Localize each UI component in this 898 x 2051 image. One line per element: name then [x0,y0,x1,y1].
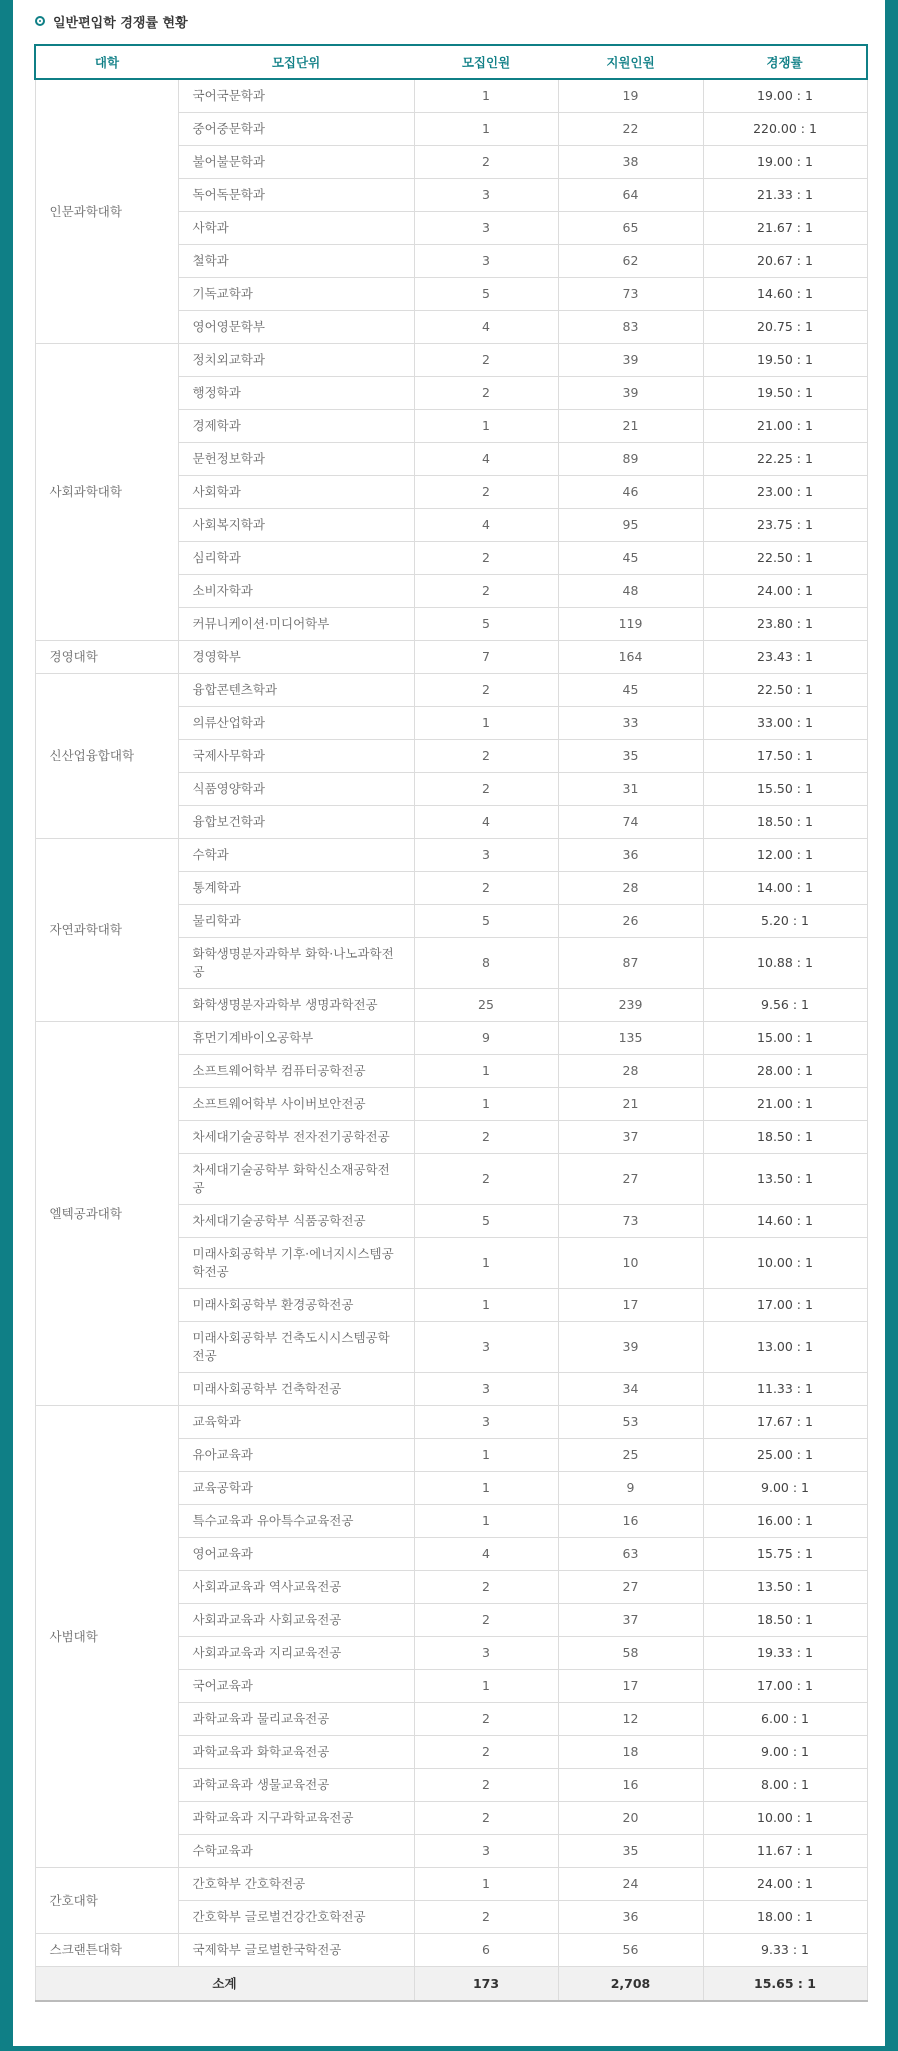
college-name: 자연과학대학 [35,839,178,1022]
applicants-value: 10 [558,1238,703,1289]
quota-value: 1 [414,1472,558,1505]
ratio-value: 18.00 : 1 [703,1901,867,1934]
unit-name: 화학생명분자과학부 화학·나노과학전공 [178,938,414,989]
unit-name: 사회과교육과 역사교육전공 [178,1571,414,1604]
ratio-value: 23.80 : 1 [703,608,867,641]
ratio-value: 21.00 : 1 [703,410,867,443]
unit-name: 사회과교육과 사회교육전공 [178,1604,414,1637]
table-row [35,79,867,113]
applicants-value: 36 [558,839,703,872]
quota-value: 4 [414,806,558,839]
unit-name: 사회과교육과 지리교육전공 [178,1637,414,1670]
ratio-value: 13.00 : 1 [703,1322,867,1373]
table-row [35,674,867,707]
quota-value: 2 [414,740,558,773]
ratio-value: 9.00 : 1 [703,1472,867,1505]
total-ratio: 15.65 : 1 [703,1967,867,2002]
table-body [35,79,867,1967]
quota-value: 2 [414,1703,558,1736]
applicants-value: 17 [558,1670,703,1703]
applicants-value: 9 [558,1472,703,1505]
unit-name: 차세대기술공학부 화학신소재공학전공 [178,1154,414,1205]
unit-name: 과학교육과 화학교육전공 [178,1736,414,1769]
applicants-value: 26 [558,905,703,938]
applicants-value: 62 [558,245,703,278]
competition-rate-table [34,44,868,2002]
applicants-value: 25 [558,1439,703,1472]
quota-value: 2 [414,1154,558,1205]
ratio-value: 14.00 : 1 [703,872,867,905]
quota-value: 3 [414,1406,558,1439]
unit-name: 미래사회공학부 건축학전공 [178,1373,414,1406]
ratio-value: 23.00 : 1 [703,476,867,509]
unit-name: 사회학과 [178,476,414,509]
applicants-value: 39 [558,344,703,377]
unit-name: 국어교육과 [178,1670,414,1703]
applicants-value: 24 [558,1868,703,1901]
applicants-value: 35 [558,740,703,773]
unit-name: 교육학과 [178,1406,414,1439]
ratio-value: 22.25 : 1 [703,443,867,476]
ratio-value: 33.00 : 1 [703,707,867,740]
ratio-value: 13.50 : 1 [703,1154,867,1205]
ratio-value: 17.00 : 1 [703,1670,867,1703]
ratio-value: 9.33 : 1 [703,1934,867,1967]
ratio-value: 10.00 : 1 [703,1238,867,1289]
college-name: 인문과학대학 [35,79,178,344]
ratio-value: 23.75 : 1 [703,509,867,542]
unit-name: 국제학부 글로벌한국학전공 [178,1934,414,1967]
unit-name: 과학교육과 생물교육전공 [178,1769,414,1802]
quota-value: 5 [414,278,558,311]
quota-value: 4 [414,311,558,344]
total-quota: 173 [414,1967,558,2002]
unit-name: 심리학과 [178,542,414,575]
ratio-value: 21.67 : 1 [703,212,867,245]
applicants-value: 89 [558,443,703,476]
ratio-value: 19.33 : 1 [703,1637,867,1670]
column-header-unit: 모집단위 [178,45,414,79]
quota-value: 2 [414,1736,558,1769]
unit-name: 차세대기술공학부 전자전기공학전공 [178,1121,414,1154]
quota-value: 1 [414,1238,558,1289]
quota-value: 9 [414,1022,558,1055]
section-title [35,10,188,32]
ratio-value: 16.00 : 1 [703,1505,867,1538]
applicants-value: 95 [558,509,703,542]
applicants-value: 64 [558,179,703,212]
column-header-applicants: 지원인원 [558,45,703,79]
unit-name: 교육공학과 [178,1472,414,1505]
ratio-value: 25.00 : 1 [703,1439,867,1472]
quota-value: 2 [414,1604,558,1637]
unit-name: 특수교육과 유아특수교육전공 [178,1505,414,1538]
ratio-value: 10.88 : 1 [703,938,867,989]
column-header-college: 대학 [35,45,178,79]
applicants-value: 39 [558,377,703,410]
unit-name: 경제학과 [178,410,414,443]
quota-value: 2 [414,344,558,377]
ratio-value: 20.75 : 1 [703,311,867,344]
applicants-value: 27 [558,1571,703,1604]
applicants-value: 37 [558,1121,703,1154]
ratio-value: 5.20 : 1 [703,905,867,938]
applicants-value: 74 [558,806,703,839]
applicants-value: 63 [558,1538,703,1571]
applicants-value: 18 [558,1736,703,1769]
quota-value: 7 [414,641,558,674]
college-name: 스크랜튼대학 [35,1934,178,1967]
applicants-value: 36 [558,1901,703,1934]
quota-value: 2 [414,773,558,806]
applicants-value: 20 [558,1802,703,1835]
applicants-value: 45 [558,674,703,707]
college-name: 사범대학 [35,1406,178,1868]
unit-name: 미래사회공학부 건축도시시스템공학전공 [178,1322,414,1373]
quota-value: 25 [414,989,558,1022]
applicants-value: 48 [558,575,703,608]
quota-value: 5 [414,608,558,641]
unit-name: 물리학과 [178,905,414,938]
table-row [35,344,867,377]
ratio-value: 9.00 : 1 [703,1736,867,1769]
applicants-value: 16 [558,1505,703,1538]
ratio-value: 14.60 : 1 [703,1205,867,1238]
ratio-value: 17.67 : 1 [703,1406,867,1439]
section-title-text: 일반편입학 경쟁률 현황 [53,15,188,31]
unit-name: 수학과 [178,839,414,872]
ratio-value: 23.43 : 1 [703,641,867,674]
ratio-value: 21.33 : 1 [703,179,867,212]
quota-value: 2 [414,377,558,410]
quota-value: 1 [414,1439,558,1472]
quota-value: 1 [414,1289,558,1322]
ratio-value: 19.50 : 1 [703,377,867,410]
applicants-value: 119 [558,608,703,641]
applicants-value: 83 [558,311,703,344]
college-name: 엘텍공과대학 [35,1022,178,1406]
applicants-value: 22 [558,113,703,146]
ratio-value: 18.50 : 1 [703,1121,867,1154]
applicants-value: 12 [558,1703,703,1736]
ratio-value: 13.50 : 1 [703,1571,867,1604]
quota-value: 2 [414,1802,558,1835]
table-row [35,1934,867,1967]
ratio-value: 21.00 : 1 [703,1088,867,1121]
applicants-value: 21 [558,410,703,443]
unit-name: 영어교육과 [178,1538,414,1571]
ratio-value: 18.50 : 1 [703,806,867,839]
unit-name: 독어독문학과 [178,179,414,212]
quota-value: 2 [414,146,558,179]
unit-name: 불어불문학과 [178,146,414,179]
applicants-value: 65 [558,212,703,245]
quota-value: 4 [414,509,558,542]
table-row [35,641,867,674]
unit-name: 수학교육과 [178,1835,414,1868]
quota-value: 5 [414,1205,558,1238]
ratio-value: 22.50 : 1 [703,542,867,575]
quota-value: 2 [414,1901,558,1934]
unit-name: 차세대기술공학부 식품공학전공 [178,1205,414,1238]
unit-name: 사학과 [178,212,414,245]
ratio-value: 17.00 : 1 [703,1289,867,1322]
ratio-value: 20.67 : 1 [703,245,867,278]
college-name: 사회과학대학 [35,344,178,641]
ratio-value: 19.50 : 1 [703,344,867,377]
unit-name: 유아교육과 [178,1439,414,1472]
applicants-value: 73 [558,1205,703,1238]
quota-value: 1 [414,1088,558,1121]
bullet-circle-icon [35,16,45,26]
applicants-value: 239 [558,989,703,1022]
applicants-value: 16 [558,1769,703,1802]
quota-value: 1 [414,1868,558,1901]
college-name: 경영대학 [35,641,178,674]
ratio-value: 11.33 : 1 [703,1373,867,1406]
unit-name: 경영학부 [178,641,414,674]
quota-value: 3 [414,179,558,212]
quota-value: 2 [414,1571,558,1604]
ratio-value: 6.00 : 1 [703,1703,867,1736]
quota-value: 2 [414,872,558,905]
unit-name: 기독교학과 [178,278,414,311]
ratio-value: 22.50 : 1 [703,674,867,707]
applicants-value: 28 [558,1055,703,1088]
unit-name: 소프트웨어학부 사이버보안전공 [178,1088,414,1121]
applicants-value: 46 [558,476,703,509]
applicants-value: 38 [558,146,703,179]
unit-name: 소프트웨어학부 컴퓨터공학전공 [178,1055,414,1088]
ratio-value: 15.50 : 1 [703,773,867,806]
table-row [35,839,867,872]
quota-value: 1 [414,1670,558,1703]
applicants-value: 164 [558,641,703,674]
quota-value: 5 [414,905,558,938]
quota-value: 4 [414,443,558,476]
total-row [35,1967,867,2002]
quota-value: 2 [414,674,558,707]
applicants-value: 17 [558,1289,703,1322]
ratio-value: 17.50 : 1 [703,740,867,773]
quota-value: 3 [414,1373,558,1406]
applicants-value: 19 [558,79,703,113]
ratio-value: 220.00 : 1 [703,113,867,146]
applicants-value: 35 [558,1835,703,1868]
quota-value: 1 [414,113,558,146]
quota-value: 3 [414,1637,558,1670]
ratio-value: 9.56 : 1 [703,989,867,1022]
unit-name: 미래사회공학부 환경공학전공 [178,1289,414,1322]
content-panel [13,0,885,2049]
applicants-value: 45 [558,542,703,575]
quota-value: 3 [414,245,558,278]
total-label: 소계 [35,1967,414,2002]
quota-value: 3 [414,1322,558,1373]
college-name: 간호대학 [35,1868,178,1934]
quota-value: 6 [414,1934,558,1967]
column-header-ratio: 경쟁률 [703,45,867,79]
college-name: 신산업융합대학 [35,674,178,839]
quota-value: 2 [414,476,558,509]
unit-name: 휴먼기계바이오공학부 [178,1022,414,1055]
ratio-value: 18.50 : 1 [703,1604,867,1637]
unit-name: 소비자학과 [178,575,414,608]
quota-value: 1 [414,79,558,113]
quota-value: 8 [414,938,558,989]
unit-name: 의류산업학과 [178,707,414,740]
ratio-value: 8.00 : 1 [703,1769,867,1802]
unit-name: 정치외교학과 [178,344,414,377]
ratio-value: 24.00 : 1 [703,575,867,608]
applicants-value: 31 [558,773,703,806]
unit-name: 융합콘텐츠학과 [178,674,414,707]
applicants-value: 87 [558,938,703,989]
quota-value: 1 [414,410,558,443]
ratio-value: 15.75 : 1 [703,1538,867,1571]
unit-name: 영어영문학부 [178,311,414,344]
column-header-quota: 모집인원 [414,45,558,79]
quota-value: 2 [414,1769,558,1802]
ratio-value: 14.60 : 1 [703,278,867,311]
unit-name: 과학교육과 지구과학교육전공 [178,1802,414,1835]
unit-name: 화학생명분자과학부 생명과학전공 [178,989,414,1022]
quota-value: 2 [414,1121,558,1154]
applicants-value: 56 [558,1934,703,1967]
quota-value: 2 [414,542,558,575]
ratio-value: 28.00 : 1 [703,1055,867,1088]
total-applicants: 2,708 [558,1967,703,2002]
ratio-value: 19.00 : 1 [703,79,867,113]
quota-value: 2 [414,575,558,608]
quota-value: 1 [414,707,558,740]
applicants-value: 39 [558,1322,703,1373]
unit-name: 국어국문학과 [178,79,414,113]
applicants-value: 21 [558,1088,703,1121]
unit-name: 식품영양학과 [178,773,414,806]
unit-name: 커뮤니케이션·미디어학부 [178,608,414,641]
applicants-value: 34 [558,1373,703,1406]
quota-value: 3 [414,212,558,245]
quota-value: 4 [414,1538,558,1571]
applicants-value: 37 [558,1604,703,1637]
table-row [35,1868,867,1901]
table-row [35,1022,867,1055]
applicants-value: 73 [558,278,703,311]
unit-name: 통계학과 [178,872,414,905]
quota-value: 1 [414,1055,558,1088]
applicants-value: 53 [558,1406,703,1439]
applicants-value: 27 [558,1154,703,1205]
applicants-value: 28 [558,872,703,905]
quota-value: 3 [414,1835,558,1868]
table-row [35,1406,867,1439]
quota-value: 3 [414,839,558,872]
unit-name: 사회복지학과 [178,509,414,542]
unit-name: 행정학과 [178,377,414,410]
ratio-value: 12.00 : 1 [703,839,867,872]
table-header-row [35,45,867,79]
unit-name: 미래사회공학부 기후·에너지시스템공학전공 [178,1238,414,1289]
ratio-value: 15.00 : 1 [703,1022,867,1055]
unit-name: 철학과 [178,245,414,278]
unit-name: 중어중문학과 [178,113,414,146]
ratio-value: 24.00 : 1 [703,1868,867,1901]
applicants-value: 33 [558,707,703,740]
applicants-value: 58 [558,1637,703,1670]
unit-name: 융합보건학과 [178,806,414,839]
unit-name: 문헌정보학과 [178,443,414,476]
unit-name: 간호학부 간호학전공 [178,1868,414,1901]
ratio-value: 11.67 : 1 [703,1835,867,1868]
applicants-value: 135 [558,1022,703,1055]
ratio-value: 19.00 : 1 [703,146,867,179]
unit-name: 과학교육과 물리교육전공 [178,1703,414,1736]
quota-value: 1 [414,1505,558,1538]
unit-name: 국제사무학과 [178,740,414,773]
ratio-value: 10.00 : 1 [703,1802,867,1835]
unit-name: 간호학부 글로벌건강간호학전공 [178,1901,414,1934]
